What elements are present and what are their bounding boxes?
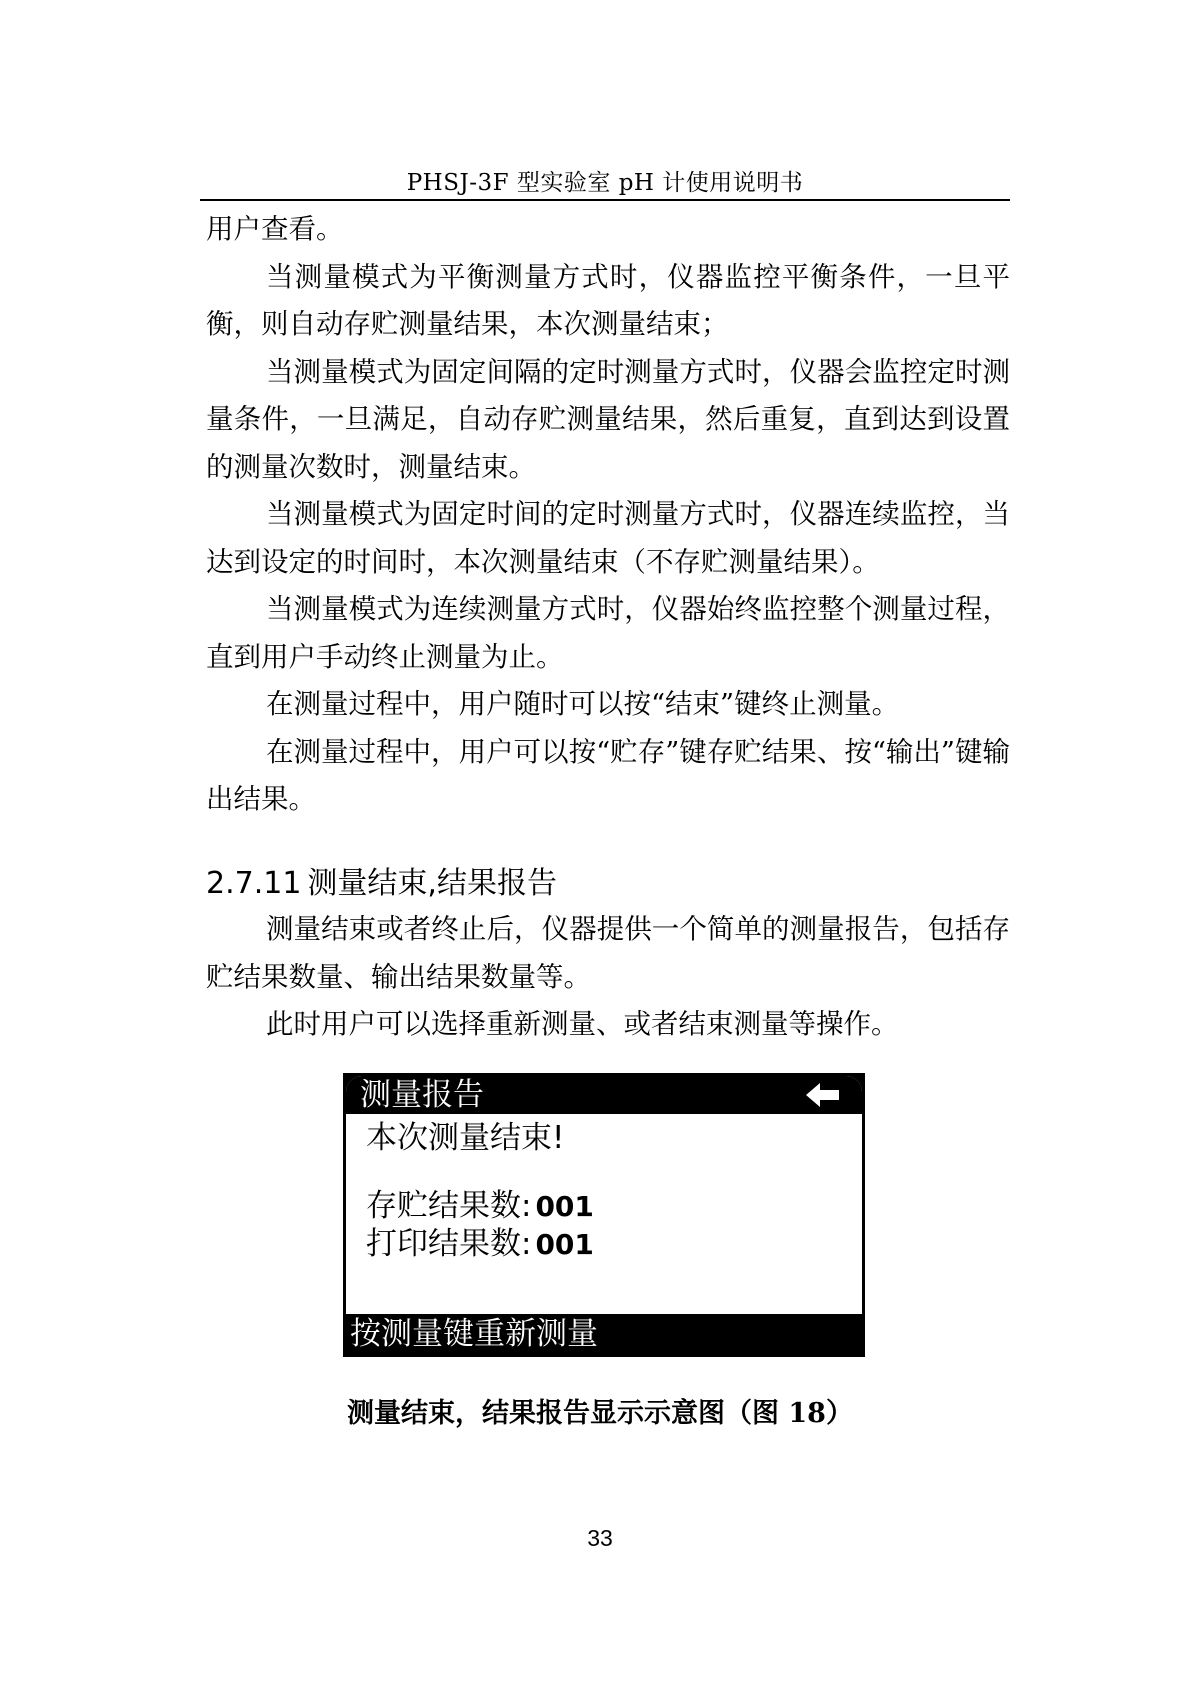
back-arrow-icon[interactable] bbox=[806, 1082, 840, 1108]
printed-value: 001 bbox=[535, 1228, 594, 1261]
paragraph-fixed-time-mode: 当测量模式为固定时间的定时测量方式时，仪器连续监控，当达到设定的时间时，本次测量结束（不存贮测量结果）。 bbox=[206, 498, 1010, 578]
body-text-section bbox=[206, 906, 1010, 1049]
lcd-footer-bar bbox=[346, 1314, 862, 1354]
printed-label: 打印结果数: bbox=[366, 1226, 532, 1262]
lcd-stored-row bbox=[366, 1188, 594, 1225]
lcd-title-bar bbox=[346, 1076, 862, 1114]
section-number: 2.7.11 bbox=[206, 866, 302, 901]
section-title: 测量结束,结果报告 bbox=[307, 866, 557, 901]
paragraph-balance-mode: 当测量模式为平衡测量方式时，仪器监控平衡条件，一旦平衡，则自动存贮测量结果，本次测量结束； bbox=[206, 260, 1010, 340]
paragraph-store-output-keys: 在测量过程中，用户可以按“贮存”键存贮结果、按“输出”键输出结果。 bbox=[206, 735, 1010, 815]
stored-label: 存贮结果数: bbox=[366, 1188, 532, 1224]
header-rule bbox=[200, 199, 1010, 201]
lcd-message: 本次测量结束! bbox=[366, 1120, 565, 1156]
paragraph-report: 测量结束或者终止后，仪器提供一个简单的测量报告，包括存贮结果数量、输出结果数量等。 bbox=[206, 913, 1010, 993]
lcd-printed-row bbox=[366, 1226, 594, 1263]
paragraph-interval-mode: 当测量模式为固定间隔的定时测量方式时，仪器会监控定时测量条件，一旦满足，自动存贮测量结果，然后重复，直到达到设置的测量次数时，测量结束。 bbox=[206, 355, 1010, 483]
paragraph-continuous-mode: 当测量模式为连续测量方式时，仪器始终监控整个测量过程，直到用户手动终止测量为止。 bbox=[206, 593, 1010, 673]
lcd-footer-hint: 按测量键重新测量 bbox=[350, 1316, 598, 1352]
lcd-screen bbox=[343, 1073, 865, 1357]
paragraph-options: 此时用户可以选择重新测量、或者结束测量等操作。 bbox=[266, 1008, 899, 1040]
paragraph-end-key: 在测量过程中，用户随时可以按“结束”键终止测量。 bbox=[266, 688, 900, 720]
lcd-title: 测量报告 bbox=[360, 1077, 484, 1113]
figure-caption: 测量结束，结果报告显示示意图（图 18） bbox=[347, 1398, 853, 1429]
section-heading bbox=[206, 858, 557, 902]
page-number: 33 bbox=[587, 1525, 613, 1551]
body-text-top bbox=[206, 206, 1010, 824]
stored-value: 001 bbox=[535, 1190, 594, 1223]
page-header: PHSJ-3F 型实验室 pH 计使用说明书 bbox=[406, 170, 804, 196]
lcd-display bbox=[346, 1076, 862, 1354]
paragraph-continuation: 用户查看。 bbox=[206, 213, 344, 245]
